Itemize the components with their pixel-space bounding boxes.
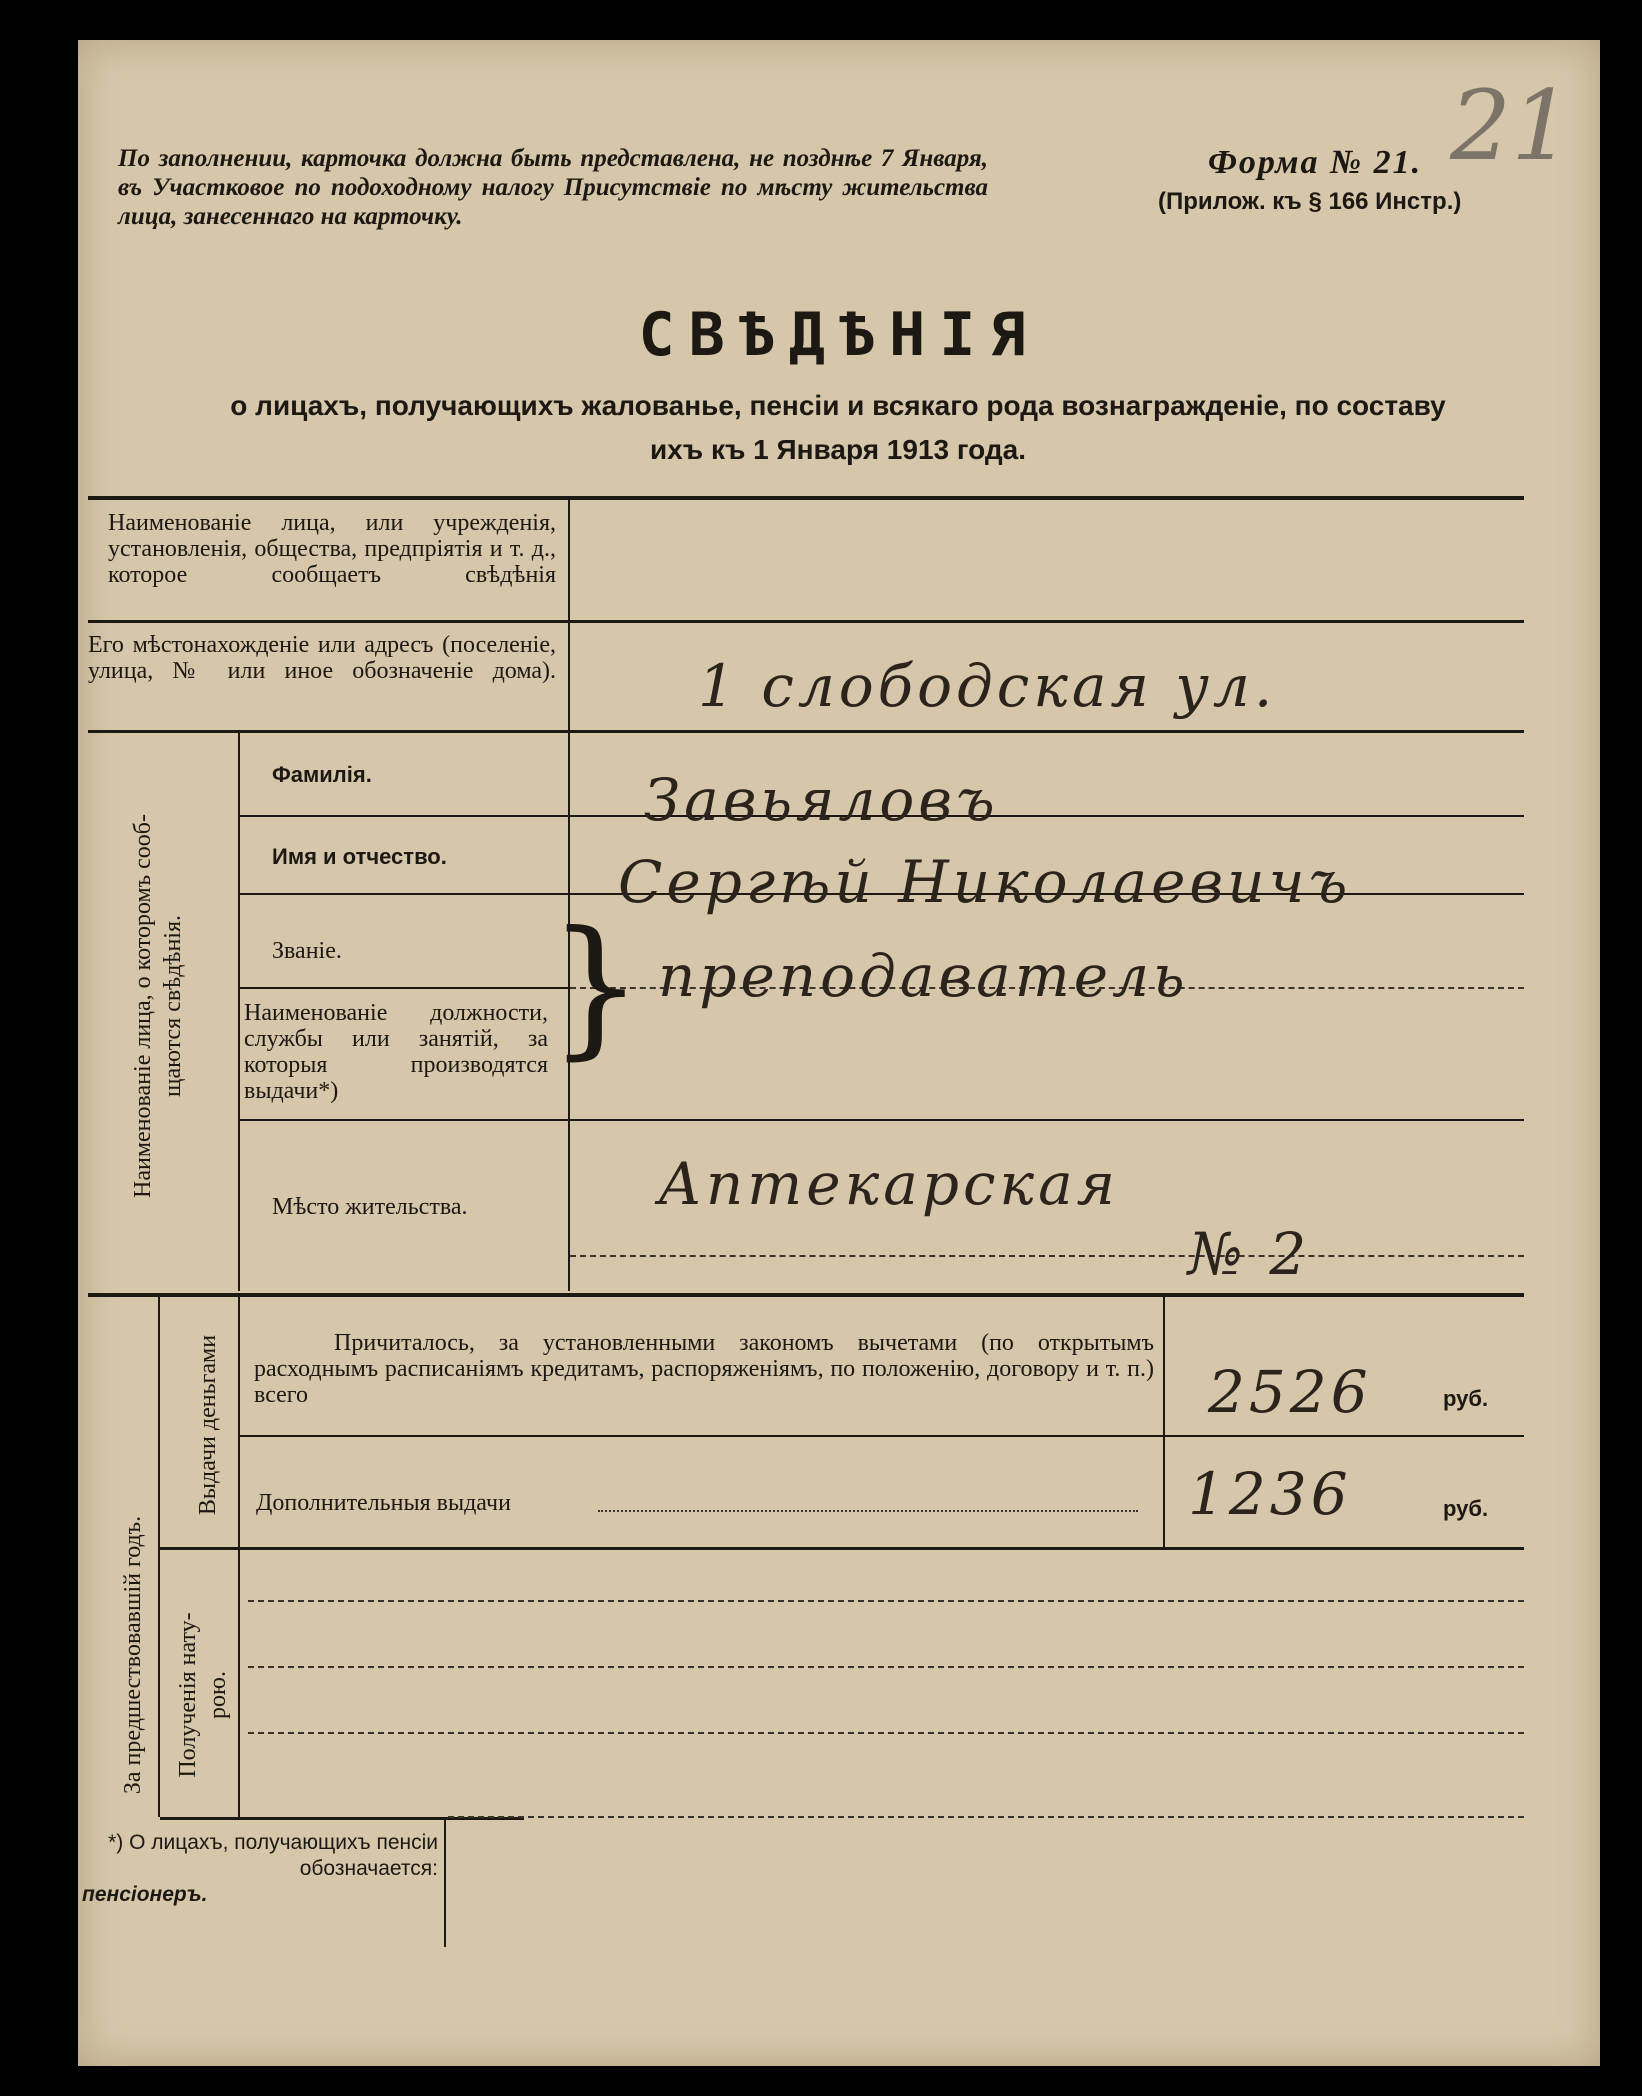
subtitle-line-2: ихъ къ 1 Января 1913 года. bbox=[649, 434, 1027, 465]
form-sheet bbox=[78, 40, 1600, 2066]
address-value: 1 слободская ул. bbox=[698, 652, 1277, 720]
prior-year-label: За предшествовавшій годъ. bbox=[120, 1515, 146, 1795]
footnote-text: *) О лицахъ, получающихъ пенсіи обозначается: bbox=[108, 1831, 438, 1880]
in-kind-label-line2: рою. bbox=[205, 1671, 231, 1719]
row-divider bbox=[88, 620, 1524, 623]
institution-label: Наименованіе лица, или учрежденія, установленія, общества, предпріятія и т. д., которое сообщаетъ свѣдѣнія bbox=[108, 510, 556, 588]
row-divider bbox=[160, 1547, 1524, 1550]
person-group-label bbox=[128, 656, 188, 1356]
footnote-italic: пенсіонеръ. bbox=[82, 1883, 208, 1906]
extra-value: 1236 bbox=[1188, 1460, 1352, 1528]
surname-value: Завьяловъ bbox=[644, 766, 999, 834]
due-label: Причиталось, за установленными закономъ вычетами (по открытымъ расходнымъ расписаніямъ кредитамъ, распоряженіямъ, по положенію, договору и т. п.) всего bbox=[254, 1330, 1154, 1408]
row-divider bbox=[240, 1119, 1524, 1121]
brace-icon: } bbox=[548, 900, 644, 1074]
surname-label: Фамилія. bbox=[272, 762, 372, 787]
in-kind-label bbox=[173, 1545, 233, 1845]
table-top-border bbox=[88, 496, 1524, 500]
row-divider bbox=[240, 987, 570, 989]
residence-value: Аптекарская bbox=[658, 1150, 1120, 1218]
position-label: Наименованіе должности, службы или занятій, за которыя производятся выдачи*) bbox=[244, 1000, 548, 1104]
blank-line bbox=[448, 1816, 1524, 1818]
blank-line bbox=[248, 1666, 1524, 1668]
subtitle-line-1: о лицахъ, получающихъ жалованье, пенсіи и всякаго рода вознагражденіе, по составу bbox=[230, 390, 1446, 421]
in-kind-label-line1: Полученія нату- bbox=[175, 1612, 201, 1778]
column-divider bbox=[158, 1297, 160, 1817]
extra-label: Дополнительныя выдачи bbox=[256, 1490, 511, 1516]
extra-currency: руб. bbox=[1443, 1496, 1489, 1521]
rank-label: Званіе. bbox=[272, 938, 342, 964]
column-divider bbox=[444, 1817, 446, 1947]
page-subtitle bbox=[118, 384, 1558, 472]
money-payments-label: Выдачи деньгами bbox=[195, 1334, 221, 1516]
page-title: СВѢДѢНІЯ bbox=[638, 300, 1040, 370]
due-value: 2526 bbox=[1208, 1358, 1372, 1426]
residence-number: № 2 bbox=[1188, 1220, 1311, 1288]
column-divider bbox=[238, 1297, 240, 1817]
address-label: Его мѣстонахожденіе или адресъ (поселеніе, улица, № или иное обозначеніе дома). bbox=[88, 632, 556, 684]
row-divider bbox=[88, 730, 1524, 733]
person-group-label-line1: Наименованіе лица, о которомъ сооб- bbox=[130, 814, 156, 1198]
row-divider bbox=[570, 1255, 1524, 1257]
row-divider bbox=[88, 1293, 1524, 1297]
blank-line bbox=[248, 1600, 1524, 1602]
person-group-label-line2: щаются свѣдѣнія. bbox=[160, 914, 186, 1098]
form-appendix-ref: (Прилож. къ § 166 Инстр.) bbox=[1158, 188, 1462, 215]
form-number: Форма № 21. bbox=[1208, 144, 1423, 181]
footnote bbox=[78, 1830, 438, 1908]
column-divider bbox=[568, 500, 570, 730]
residence-label: Мѣсто жительства. bbox=[272, 1194, 468, 1220]
sheet-number: 21 bbox=[1450, 70, 1573, 182]
due-currency: руб. bbox=[1443, 1386, 1489, 1411]
row-divider bbox=[240, 1435, 1524, 1437]
submission-note: По заполнении, карточка должна быть представлена, не позднѣе 7 Января, въ Участковое по подоходному налогу Присутствіе по мѣсту жительства лица, занесеннаго на карточку. bbox=[118, 145, 988, 230]
blank-line bbox=[248, 1732, 1524, 1734]
name-label: Имя и отчество. bbox=[272, 844, 447, 869]
rank-value: преподаватель bbox=[658, 942, 1189, 1010]
name-value: Сергѣй Николаевичъ bbox=[618, 848, 1352, 916]
column-divider bbox=[1163, 1297, 1165, 1547]
leader-dots bbox=[598, 1510, 1138, 1512]
